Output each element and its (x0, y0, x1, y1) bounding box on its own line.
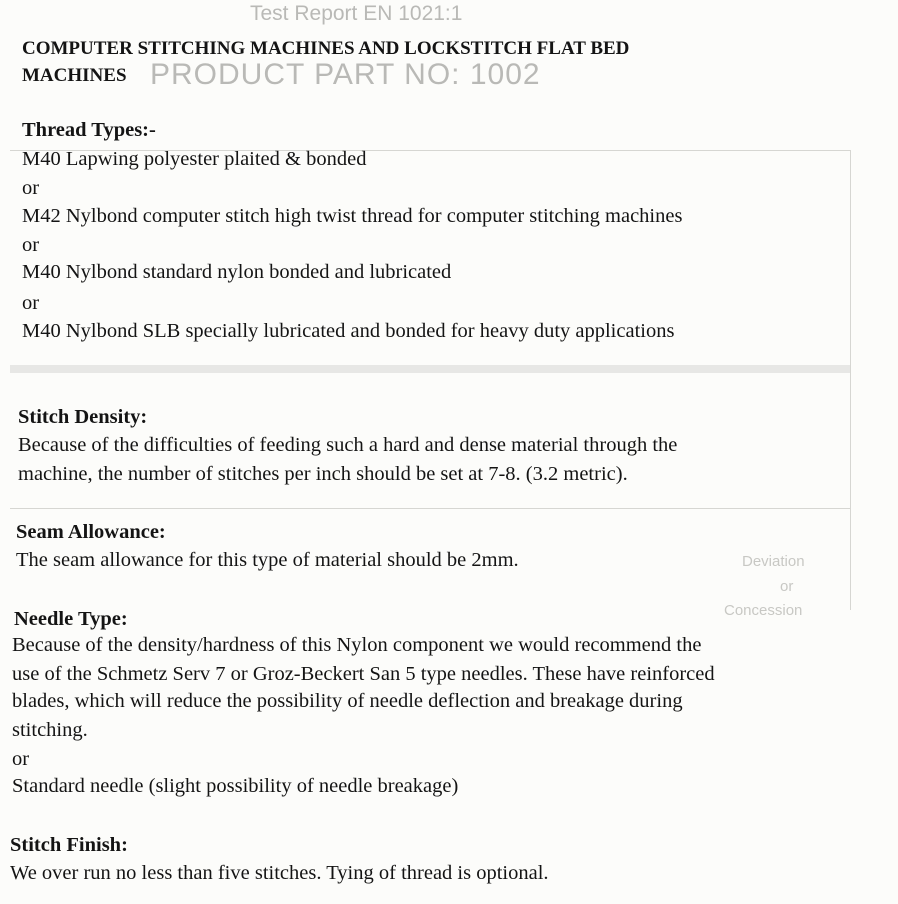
thread-option: M40 Nylbond standard nylon bonded and lubricated (22, 261, 452, 283)
document-title-line-2: MACHINES (22, 65, 127, 86)
or-separator: or (12, 748, 30, 770)
needle-type-heading: Needle Type: (14, 608, 128, 630)
stitch-density-line-1: Because of the difficulties of feeding such a hard and dense material through the (18, 434, 678, 456)
stitch-density-heading: Stitch Density: (18, 406, 148, 428)
stitch-density-line-2: machine, the number of stitches per inch should be set at 7-8. (3.2 metric). (18, 463, 628, 485)
needle-type-line-1: Because of the density/hardness of this Nylon component we would recommend the (12, 634, 702, 656)
ghost-header: Test Report EN 1021:1 (250, 2, 463, 25)
thread-option: M40 Lapwing polyester plaited & bonded (22, 148, 367, 170)
ghost-deviation: Deviation (742, 553, 805, 570)
ghost-or: or (780, 578, 794, 595)
or-separator: or (22, 292, 40, 314)
seam-allowance-text: The seam allowance for this type of material should be 2mm. (16, 549, 519, 571)
seam-allowance-heading: Seam Allowance: (16, 521, 166, 543)
needle-type-line-3: blades, which will reduce the possibility of needle deflection and breakage during (12, 690, 683, 712)
needle-type-line-2: use of the Schmetz Serv 7 or Groz-Beckert San 5 type needles. These have reinforced (12, 663, 715, 685)
stitch-finish-text: We over run no less than five stitches. Tying of thread is optional. (10, 862, 549, 884)
document-title-line-1: COMPUTER STITCHING MACHINES AND LOCKSTITCH FLAT BED (22, 38, 630, 59)
ghost-subheader: PRODUCT PART NO: 1002 (150, 58, 541, 91)
ghost-concession: Concession (724, 602, 803, 619)
or-separator: or (22, 177, 40, 199)
thread-option: M40 Nylbond SLB specially lubricated and bonded for heavy duty applications (22, 320, 675, 342)
needle-type-line-4: stitching. (12, 719, 88, 741)
thread-option: M42 Nylbond computer stitch high twist thread for computer stitching machines (22, 205, 683, 227)
stitch-finish-heading: Stitch Finish: (10, 834, 128, 856)
needle-alternative: Standard needle (slight possibility of needle breakage) (12, 775, 459, 797)
thread-types-heading: Thread Types:- (22, 119, 156, 141)
or-separator: or (22, 234, 40, 256)
